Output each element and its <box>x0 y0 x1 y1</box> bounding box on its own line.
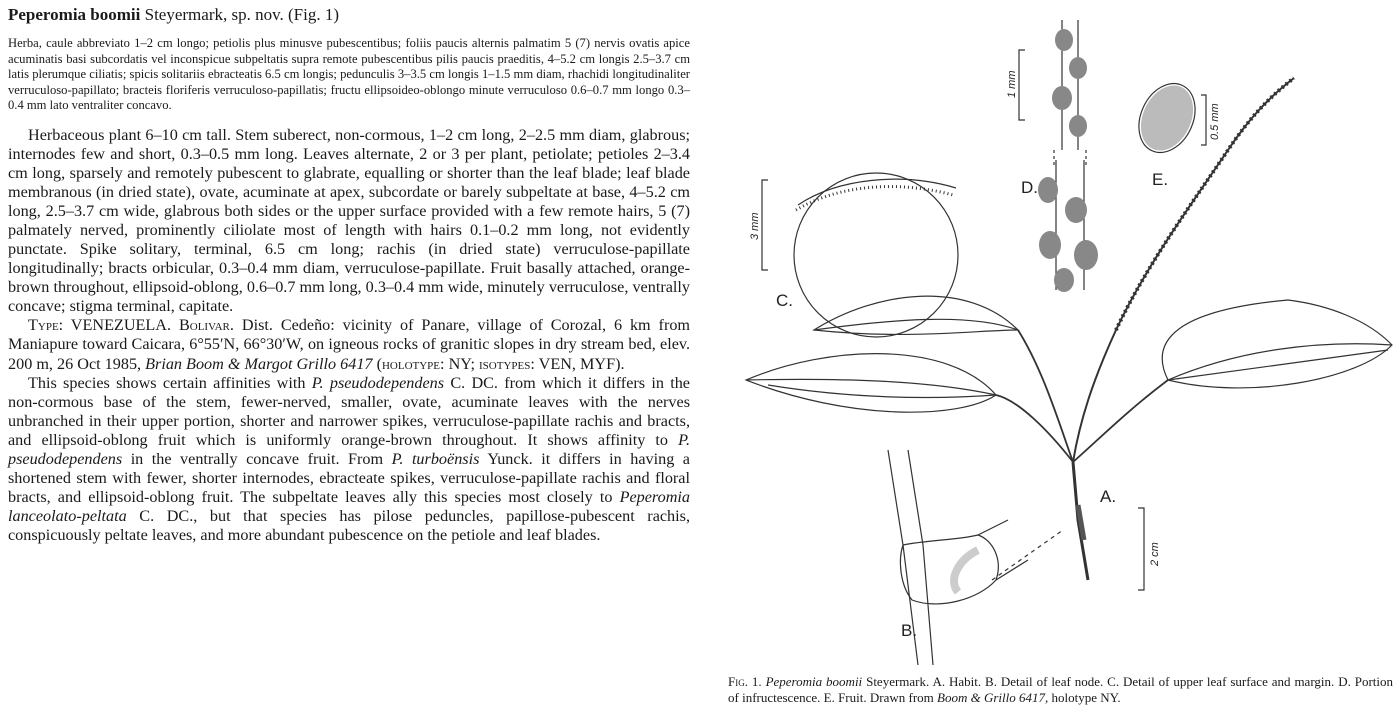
label-a: A. <box>1100 487 1117 506</box>
infructescence-break <box>1054 150 1086 165</box>
leaf-vein <box>814 319 1018 330</box>
caption-text-end: holotype NY. <box>1051 690 1121 705</box>
detail-b-arrow <box>992 530 1063 580</box>
holotype-herbarium: NY; <box>448 354 475 373</box>
fruit <box>1039 231 1061 259</box>
node-petiole <box>978 520 1028 580</box>
fruit-e <box>1131 77 1203 159</box>
label-e: E. <box>1152 170 1169 189</box>
detail-c-circle <box>794 173 958 337</box>
fruit <box>1069 115 1087 137</box>
text-column <box>8 4 690 545</box>
scale-bar-e <box>1201 95 1206 145</box>
taxon-name: Peperomia lanceolato-peltata <box>8 487 690 525</box>
scale-bar-d <box>1019 50 1025 120</box>
species-heading <box>8 4 690 26</box>
label-d: D. <box>1021 178 1038 197</box>
taxon-name: P. pseudodependens <box>8 430 690 468</box>
figure-caption <box>728 674 1393 706</box>
discussion-text: C. DC. from which it differs in the non-cormous base of the stem, fewer-nerved, smaller, ovate, acuminate leaves with the nerves unbranched in their upper portion, shorter and narrower spikes, verruculose-papillate rachis and bracts, and ellipsoid-oblong fruit which is uniformly orange-brown throughout. It shows affinity to <box>8 373 690 449</box>
discussion-text: This species shows certain affinities with <box>28 373 306 392</box>
petiole-upper <box>1018 330 1073 462</box>
fruit <box>1065 197 1087 223</box>
caption-fig-number: Fig. 1. <box>728 674 762 689</box>
description-paragraph: Herbaceous plant 6–10 cm tall. Stem suberect, non-cormous, 1–2 cm long, 2–2.5 mm diam, glabrous; internodes few and short, 0.3–0.5 mm long. Leaves alternate, 2 or 3 per plant, petiolate; petioles 2–3.4 cm long, sparsely and remotely pubescent to glabrate, equalling or shorter than the leaf blade; leaf blade membranous (in dried state), ovate, acuminate at apex, subcordate or barely subpeltate at base, 4–5.2 cm long, 2.5–3.7 cm wide, glabrous both sides or the upper surface provided with a few remote hairs, 5 (7) palmately nerved, prominently ciliolate most of length with hairs 0.1–0.2 mm long, not evidently punctate. Spike solitary, terminal, 6.5 cm long; rachis (in dried state) verruculose-papillate longitudinally; bracts orbicular, 0.3–0.4 mm diam, verruculose-papillate. Fruit basally attached, orange-brown throughout, ellipsoid-oblong, 0.6–0.7 mm long, 0.3–0.4 mm wide, minutely verruculose, ventrally concave; stigma terminal, capitate. <box>8 125 690 316</box>
fruit <box>1054 268 1074 292</box>
scale-label-d: 1 mm <box>1006 70 1018 98</box>
discussion-text: in the ventrally concave fruit. From <box>130 449 384 468</box>
caption-text: Steyermark. A. Habit. B. Detail of leaf node. C. Detail of upper leaf surface and margin. D. Portion of infructescence. E. Fruit. Drawn from <box>728 674 1394 705</box>
type-locality: Dist. Cedeño: vicinity of Panare, village of Corozal, 6 km from Maniapure toward Caicara, 6°55′N, 66°30′W, on igneous rocks of granitic slopes in dry stream bed, elev. 200 m, 26 Oct 1985, <box>8 316 691 373</box>
fruit <box>1069 57 1087 79</box>
leaf-vein <box>1168 344 1392 380</box>
discussion-text: C. DC., but that species has pilose peduncles, papillose-pubescent rachis, conspicuously peltate leaves, and more abundant pubescence on the petiole and leaf blades. <box>8 506 690 544</box>
fruit <box>1052 86 1072 110</box>
type-label: Type: <box>28 316 64 335</box>
label-b: B. <box>901 621 918 640</box>
type-collector: Brian Boom & Margot Grillo 6417 <box>145 354 373 373</box>
type-state: Bolivar. <box>178 316 234 335</box>
node-stipple <box>954 550 978 592</box>
petiole-right <box>1073 380 1168 462</box>
leaf-vein <box>1168 350 1388 380</box>
scale-bar-a <box>1138 508 1144 590</box>
discussion-text: Yunck. it differs in having a shortened stem with fewer, shorter internodes, ebracteate spikes, verruculose-papillate rachis and floral bracts, and ellipsoid-oblong fruit. The subpeltate leaves ally this species most closely to <box>8 449 690 506</box>
leaf-margin-hairs <box>796 187 953 210</box>
fruit <box>1038 177 1058 203</box>
holotype-paren: ( <box>376 354 382 373</box>
leaf-node <box>900 535 998 604</box>
label-c: C. <box>776 291 793 310</box>
scale-label-c: 3 mm <box>749 212 761 240</box>
type-paragraph <box>8 316 690 373</box>
taxon-name: P. turboënsis <box>391 449 480 468</box>
latin-diagnosis: Herba, caule abbreviato 1–2 cm longo; petiolis plus minusve pubescentibus; foliis paucis alternis palmatim 5 (7) nervis ovatis apice acuminatis basi subcordatis vel inconspicue subpeltatis supra remote pubescentibus pilis paucis praeditis, 4–5.2 cm longis 2.5–3.7 cm latis plerumque ciliatis; spicis solitariis ebracteatis 6.5 cm longis; pedunculis 3–3.5 cm longis 1–1.5 mm diam, rhachidi longitudinaliter verruculoso-papillato; bracteis floriferis verruculoso-papillatis; fructu ellipsoideo-oblongo minute verruculoso 0.6–0.7 mm longo 0.3–0.4 mm lato ventraliter concavo. <box>8 36 690 113</box>
leaf-left <box>746 354 996 413</box>
discussion-paragraph <box>8 374 690 545</box>
heading-authority: Steyermark, sp. nov. (Fig. 1) <box>144 5 339 24</box>
leaf-margin <box>798 179 956 205</box>
scale-bar-c <box>762 180 768 270</box>
leaf-upper <box>814 296 1018 334</box>
isotypes-herbaria: VEN, MYF). <box>538 354 625 373</box>
scale-label-a: 2 cm <box>1149 542 1161 566</box>
type-country: VENEZUELA. <box>70 316 172 335</box>
fruit <box>1055 29 1073 51</box>
holotype-label: holotype: <box>381 354 445 373</box>
caption-species: Peperomia boomii <box>765 674 863 689</box>
figure-drawing <box>728 0 1400 672</box>
scale-label-e: 0.5 mm <box>1209 103 1221 140</box>
botanical-figure <box>728 0 1400 672</box>
species-name: Peperomia boomii <box>8 5 141 24</box>
fruit <box>1074 240 1098 270</box>
stem-base <box>1078 505 1084 540</box>
fruit-clusters <box>1038 29 1098 292</box>
taxon-name: P. pseudodependens <box>311 373 445 392</box>
leaf-vein <box>768 385 996 398</box>
caption-collector: Boom & Grillo 6417, <box>937 690 1049 705</box>
isotypes-label: isotypes: <box>479 354 535 373</box>
